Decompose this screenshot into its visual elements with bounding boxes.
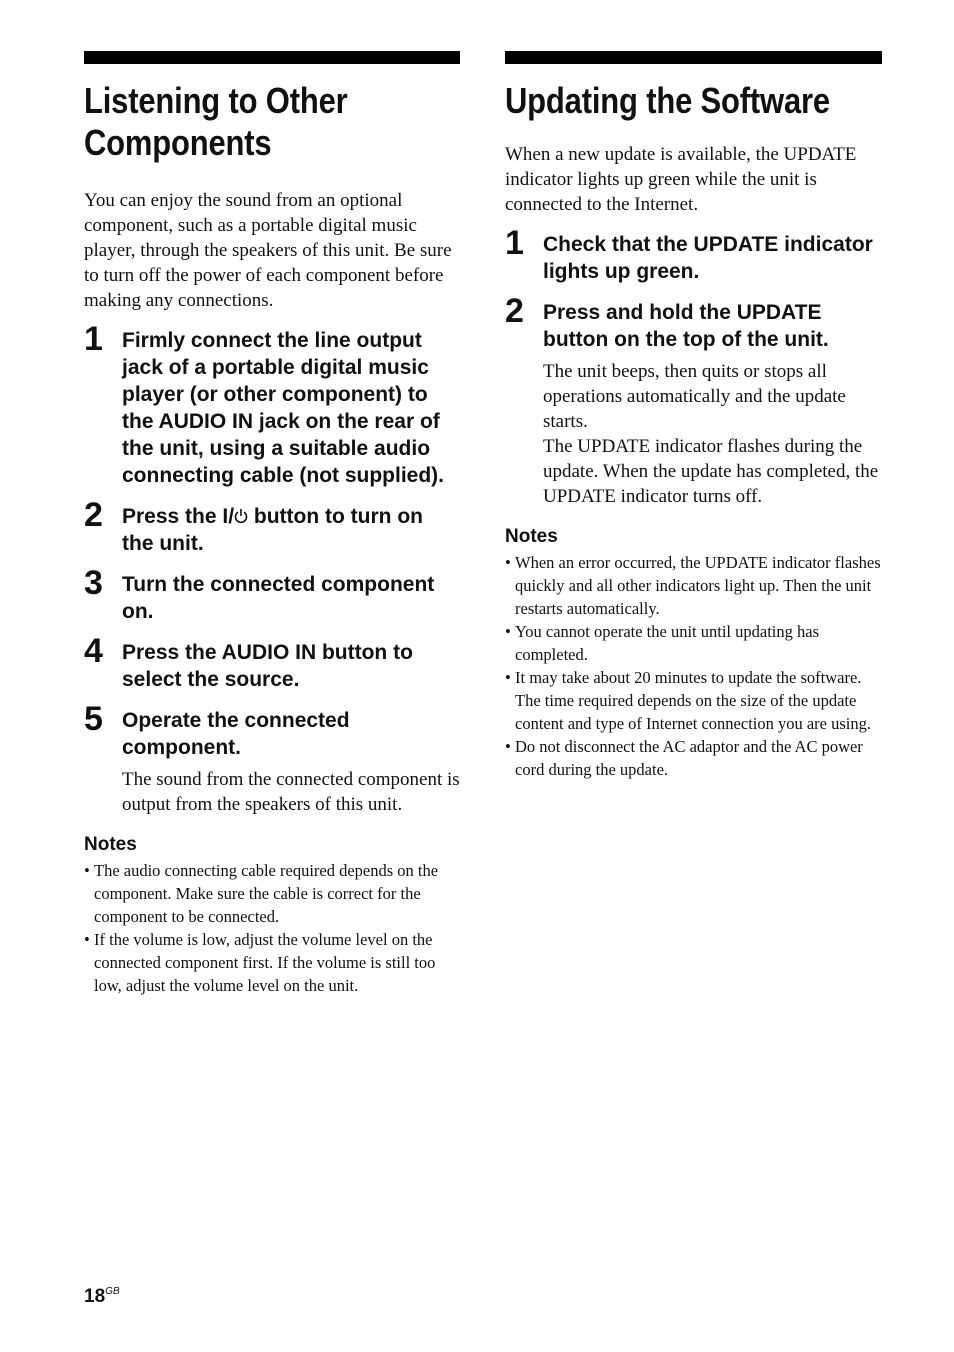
bullet: • <box>505 622 511 641</box>
right-column <box>505 51 882 781</box>
step-number: 1 <box>505 224 524 262</box>
step-title: Firmly connect the line output jack of a portable digital music player (or other component) to the AUDIO IN jack on the rear of the unit, using a suitable audio connecting cable (not supplied). <box>122 329 445 487</box>
step-number: 2 <box>84 496 103 534</box>
note-item: • If the volume is low, adjust the volume level on the connected component first. If the volume is still too low, adjust the volume level on the unit. <box>84 930 436 995</box>
bullet: • <box>84 861 90 880</box>
bullet: • <box>505 668 511 687</box>
region-code: GB <box>105 1286 120 1297</box>
notes-heading: Notes <box>84 834 137 855</box>
note-item: • You cannot operate the unit until updating has completed. <box>505 622 819 664</box>
step-5 <box>84 700 460 817</box>
step-title: Operate the connected component. <box>122 709 350 759</box>
step-title: Check that the UPDATE indicator lights up green. <box>543 233 873 283</box>
step-title: Turn the connected component on. <box>122 573 435 623</box>
step-number: 1 <box>84 320 103 358</box>
left-column <box>84 51 460 997</box>
intro-paragraph: You can enjoy the sound from an optional component, such as a portable digital music player, through the speakers of this unit. Be sure to turn off the power of each component before making any connections. <box>84 190 452 311</box>
step-title: Press the I/ button to turn on the unit. <box>122 505 423 555</box>
intro-paragraph: When a new update is available, the UPDATE indicator lights up green while the unit is connected to the Internet. <box>505 144 857 215</box>
step-title: Press the AUDIO IN button to select the source. <box>122 641 413 691</box>
step-number: 4 <box>84 632 103 670</box>
step-body: The sound from the connected component is output from the speakers of this unit. <box>122 769 460 815</box>
bullet: • <box>505 553 511 572</box>
step-number: 5 <box>84 700 103 738</box>
note-item: • When an error occurred, the UPDATE indicator flashes quickly and all other indicators light up. Then the unit restarts automatically. <box>505 553 881 618</box>
notes-list <box>84 859 460 997</box>
step-1 <box>505 224 882 285</box>
section-rule <box>84 51 460 64</box>
step-number: 2 <box>505 292 524 330</box>
step-3 <box>84 564 460 625</box>
section-rule <box>505 51 882 64</box>
step-2 <box>505 292 882 509</box>
note-item: • Do not disconnect the AC adaptor and the AC power cord during the update. <box>505 737 863 779</box>
notes-heading: Notes <box>505 526 558 547</box>
page-number: $18^{GB}$ <box>84 1286 120 1307</box>
step-body: The unit beeps, then quits or stops all operations automatically and the update starts. The UPDATE indicator flashes during the update. When the update has completed, the UPDATE indicator turns off. <box>543 361 879 507</box>
step-1 <box>84 320 460 489</box>
note-item: • The audio connecting cable required depends on the component. Make sure the cable is correct for the component to be connected. <box>84 861 439 926</box>
bullet: • <box>84 930 90 949</box>
section-title-updating: Updating the Software <box>505 80 830 121</box>
note-item: • It may take about 20 minutes to update the software. The time required depends on the size of the update content and type of Internet connection you are using. <box>505 668 872 733</box>
step-2 <box>84 496 460 557</box>
step-number: 3 <box>84 564 103 602</box>
step-4 <box>84 632 460 693</box>
bullet: • <box>505 737 511 756</box>
section-title-listening: Listening to Other Components <box>84 80 348 163</box>
power-standby-icon <box>234 508 248 524</box>
step-title: Press and hold the UPDATE button on the top of the unit. <box>543 301 829 351</box>
notes-list <box>505 551 882 781</box>
